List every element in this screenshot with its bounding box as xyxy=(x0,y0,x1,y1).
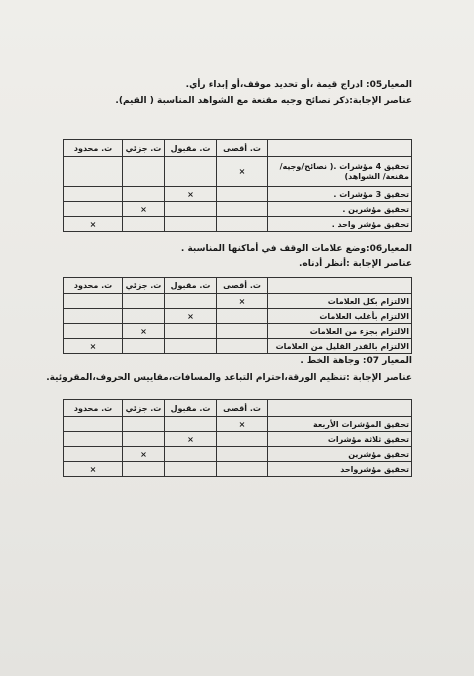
mark-cell xyxy=(64,309,123,324)
mark-cell xyxy=(123,417,165,432)
table-row xyxy=(64,324,412,339)
mark-cell: × xyxy=(165,187,217,202)
table-row xyxy=(64,157,412,187)
mark-cell xyxy=(217,217,268,232)
mark-cell: × xyxy=(217,294,268,309)
mark-cell xyxy=(64,157,123,187)
mark-cell xyxy=(123,309,165,324)
mark-cell xyxy=(64,294,123,309)
criterion-7-answer: عناصر الإجابة :تنظيم الورقة،احترام التباعد والمسافات،مقاييس الحروف،المقروئية. xyxy=(46,373,412,383)
criterion-5-answer: عناصر الإجابة:ذكر نصائح وجيه مقنعة مع الشواهد المناسبة ( القيم). xyxy=(115,96,412,106)
mark-cell xyxy=(217,202,268,217)
column-header: ت. مقبول xyxy=(165,278,217,294)
row-label: تحقيق مؤشرواحد xyxy=(268,462,412,477)
mark-cell xyxy=(64,202,123,217)
mark-cell xyxy=(217,309,268,324)
table-row xyxy=(64,432,412,447)
mark-cell xyxy=(165,202,217,217)
table-row xyxy=(64,202,412,217)
column-header: ت. محدود xyxy=(64,400,123,417)
mark-cell: × xyxy=(123,202,165,217)
mark-cell: × xyxy=(217,417,268,432)
mark-cell xyxy=(123,294,165,309)
mark-cell: × xyxy=(217,157,268,187)
mark-cell xyxy=(123,462,165,477)
mark-cell: × xyxy=(123,324,165,339)
mark-cell xyxy=(123,157,165,187)
mark-cell xyxy=(165,462,217,477)
criterion-6-table xyxy=(63,277,412,354)
criterion-6-title: المعيار06:وضع علامات الوقف في أماكنها المناسبة . xyxy=(180,244,412,254)
mark-cell: × xyxy=(64,462,123,477)
mark-cell xyxy=(165,417,217,432)
mark-cell: × xyxy=(64,217,123,232)
table-row xyxy=(64,462,412,477)
row-label: الالتزام بالقدر القليل من العلامات xyxy=(268,339,412,354)
criterion-7-table xyxy=(63,399,412,477)
mark-cell xyxy=(64,324,123,339)
mark-cell xyxy=(165,294,217,309)
mark-cell: × xyxy=(165,309,217,324)
label-header xyxy=(268,400,412,417)
criterion-6-answer: عناصر الإجابة :أنظر أدناه. xyxy=(298,259,412,269)
criterion-7-title: المعيار 07: وجاهة الخط . xyxy=(300,356,412,366)
table-row xyxy=(64,417,412,432)
mark-cell xyxy=(64,417,123,432)
column-header: ت. جزئي xyxy=(123,278,165,294)
mark-cell: × xyxy=(123,447,165,462)
table-row xyxy=(64,309,412,324)
table-row xyxy=(64,447,412,462)
mark-cell xyxy=(165,339,217,354)
table-row xyxy=(64,217,412,232)
mark-cell xyxy=(64,447,123,462)
row-label: الالتزام بكل العلامات xyxy=(268,294,412,309)
mark-cell xyxy=(123,217,165,232)
column-header: ت. جزئي xyxy=(123,400,165,417)
label-header xyxy=(268,278,412,294)
mark-cell xyxy=(64,432,123,447)
mark-cell xyxy=(123,432,165,447)
column-header: ت. أقصى xyxy=(217,400,268,417)
mark-cell xyxy=(64,187,123,202)
column-header: ت. أقصى xyxy=(217,140,268,157)
mark-cell xyxy=(217,324,268,339)
row-label: تحقيق 3 مؤشرات . xyxy=(268,187,412,202)
row-label: تحقيق مؤشر واحد . xyxy=(268,217,412,232)
mark-cell xyxy=(165,447,217,462)
column-header: ت. مقبول xyxy=(165,140,217,157)
column-header: ت. محدود xyxy=(64,140,123,157)
mark-cell xyxy=(123,339,165,354)
mark-cell xyxy=(123,187,165,202)
label-header xyxy=(268,140,412,157)
table-header-row xyxy=(64,140,412,157)
mark-cell xyxy=(217,462,268,477)
mark-cell xyxy=(217,447,268,462)
table-row xyxy=(64,339,412,354)
table-row xyxy=(64,294,412,309)
mark-cell xyxy=(165,157,217,187)
column-header: ت. مقبول xyxy=(165,400,217,417)
row-label: تحقيق ثلاثة مؤشرات xyxy=(268,432,412,447)
mark-cell xyxy=(165,217,217,232)
criterion-5-table xyxy=(63,139,412,232)
mark-cell: × xyxy=(165,432,217,447)
mark-cell: × xyxy=(64,339,123,354)
mark-cell xyxy=(217,432,268,447)
row-label: تحقيق 4 مؤشرات .( نصائح/وجيه/ مقنعة/ الشواهد) xyxy=(268,157,412,187)
mark-cell xyxy=(217,187,268,202)
criterion-5-title: المعيار05: ادراج قيمة ،أو تحديد موقف،أو إبداء رأي. xyxy=(185,80,412,90)
column-header: ت. أقصى xyxy=(217,278,268,294)
row-label: تحقيق مؤشرين . xyxy=(268,202,412,217)
row-label: تحقيق مؤشرين xyxy=(268,447,412,462)
row-label: الالتزام بجزء من العلامات xyxy=(268,324,412,339)
mark-cell xyxy=(217,339,268,354)
row-label: الالتزام بأغلب العلامات xyxy=(268,309,412,324)
column-header: ت. جزئي xyxy=(123,140,165,157)
table-header-row xyxy=(64,278,412,294)
table-row xyxy=(64,187,412,202)
mark-cell xyxy=(165,324,217,339)
table-header-row xyxy=(64,400,412,417)
row-label: تحقيق المؤشرات الأربعة xyxy=(268,417,412,432)
column-header: ت. محدود xyxy=(64,278,123,294)
